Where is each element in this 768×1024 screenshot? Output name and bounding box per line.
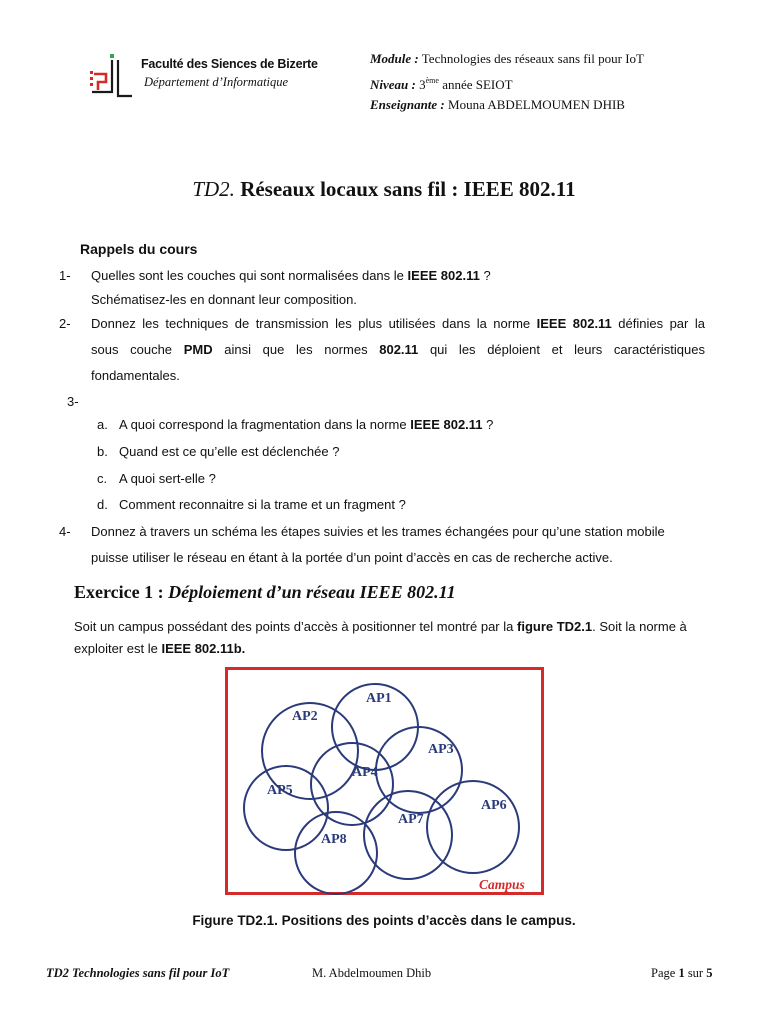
- rappels-heading: Rappels du cours: [80, 241, 198, 257]
- q3a-letter: a.: [97, 417, 108, 432]
- ap5-label: AP5: [267, 783, 293, 798]
- ex1-text-c: . Soit la norme à exploiter est le: [74, 619, 687, 656]
- q3a-end: ?: [486, 417, 494, 432]
- q1-text-c: ?: [483, 268, 491, 283]
- q2-text-f: ainsi que les normes: [224, 342, 368, 357]
- level-num: 3: [419, 77, 426, 92]
- ex1-text-a: Soit un campus possédant des points d’accès à positionner tel montré par la: [74, 619, 514, 634]
- q3c-letter: c.: [97, 471, 108, 486]
- q1-line2: Schématisez-les en donnant leur composition.: [91, 292, 357, 307]
- q1-line1: [91, 268, 491, 284]
- title-text: Réseaux locaux sans fil : IEEE 802.11: [240, 177, 576, 201]
- ex1-standard: IEEE 802.11b.: [161, 641, 246, 656]
- q2-line1: [91, 316, 705, 332]
- module-label: Module :: [370, 51, 419, 66]
- exercise1-label: Exercice 1 :: [74, 582, 164, 602]
- footer-page-total: 5: [706, 966, 713, 980]
- footer-author: M. Abdelmoumen Dhib: [312, 966, 432, 980]
- ap7-label: AP7: [398, 812, 424, 827]
- faculty-logo: [88, 52, 134, 100]
- q2-line3: fondamentales.: [91, 368, 180, 383]
- exercise1-heading: [74, 582, 456, 603]
- q4-number: 4-: [59, 524, 71, 539]
- ap8-label: AP8: [321, 832, 347, 847]
- level-label: Niveau :: [370, 77, 416, 92]
- q3d-letter: d.: [97, 497, 108, 512]
- q2-text-h: qui les déploient et leurs caractéristiques: [429, 342, 705, 357]
- footer-page-num: 1: [678, 966, 685, 980]
- campus-label: Campus: [479, 877, 525, 892]
- q1-number: 1-: [59, 268, 71, 283]
- ap6-label: AP6: [481, 798, 507, 813]
- q3a-line: [119, 417, 493, 433]
- ex1-figure-ref: figure TD2.1: [517, 619, 593, 634]
- footer-pagination: [651, 966, 712, 981]
- department-name: Département d’Informatique: [144, 75, 289, 89]
- q3a-text: A quoi correspond la fragmentation dans la norme: [119, 417, 407, 432]
- exercise1-paragraph: [74, 616, 694, 660]
- q3-number: 3-: [67, 394, 79, 409]
- q1-bold: IEEE 802.11: [407, 268, 480, 283]
- title-prefix: TD2.: [192, 177, 235, 201]
- figure-caption: Figure TD2.1. Positions des points d’accès dans le campus.: [192, 913, 576, 928]
- q3a-bold: IEEE 802.11: [410, 417, 483, 432]
- q2-bold-80211: 802.11: [379, 342, 419, 357]
- module-line: [370, 51, 644, 67]
- footer-course: TD2 Technologies sans fil pour IoT: [46, 966, 230, 980]
- exercise1-title: Déploiement d’un réseau IEEE 802.11: [168, 582, 456, 602]
- q2-text-c: définies par la: [618, 316, 705, 331]
- q2-bold-a: IEEE 802.11: [536, 316, 612, 331]
- teacher-line: [370, 97, 625, 113]
- q2-bold-pmd: PMD: [183, 342, 213, 357]
- q2-number: 2-: [59, 316, 71, 331]
- q2-text-d: sous couche: [91, 342, 173, 357]
- module-value: Technologies des réseaux sans fil pour IoT: [421, 51, 644, 66]
- q3b-text: Quand est ce qu’elle est déclenchée ?: [119, 444, 340, 459]
- footer-page-word: Page: [651, 966, 676, 980]
- document-title: [0, 177, 768, 202]
- q2-line2: [91, 342, 705, 358]
- q4-line2: puisse utiliser le réseau en étant à la portée d’un point d’accès en cas de recherche active.: [91, 550, 613, 565]
- footer-sur: sur: [687, 966, 704, 980]
- q2-text-a: Donnez les techniques de transmission les plus utilisées dans la norme: [91, 316, 531, 331]
- teacher-label: Enseignante :: [370, 97, 445, 112]
- ap4-label: AP4: [352, 765, 378, 780]
- ap1-label: AP1: [366, 691, 392, 706]
- q1-text-a: Quelles sont les couches qui sont normalisées dans le: [91, 268, 404, 283]
- level-sup: ème: [425, 76, 439, 85]
- level-rest: année SEIOT: [442, 77, 513, 92]
- q3b-letter: b.: [97, 444, 108, 459]
- campus-figure: [225, 667, 544, 895]
- q3d-text: Comment reconnaitre si la trame et un fragment ?: [119, 497, 406, 512]
- level-line: [370, 73, 513, 93]
- q4-line1: Donnez à travers un schéma les étapes suivies et les trames échangées pour qu’une station mobile: [91, 524, 665, 539]
- ap2-label: AP2: [292, 709, 318, 724]
- teacher-value: Mouna ABDELMOUMEN DHIB: [448, 97, 625, 112]
- faculty-name: Faculté des Siences de Bizerte: [141, 57, 318, 71]
- ap3-label: AP3: [428, 742, 454, 757]
- q3c-text: A quoi sert-elle ?: [119, 471, 216, 486]
